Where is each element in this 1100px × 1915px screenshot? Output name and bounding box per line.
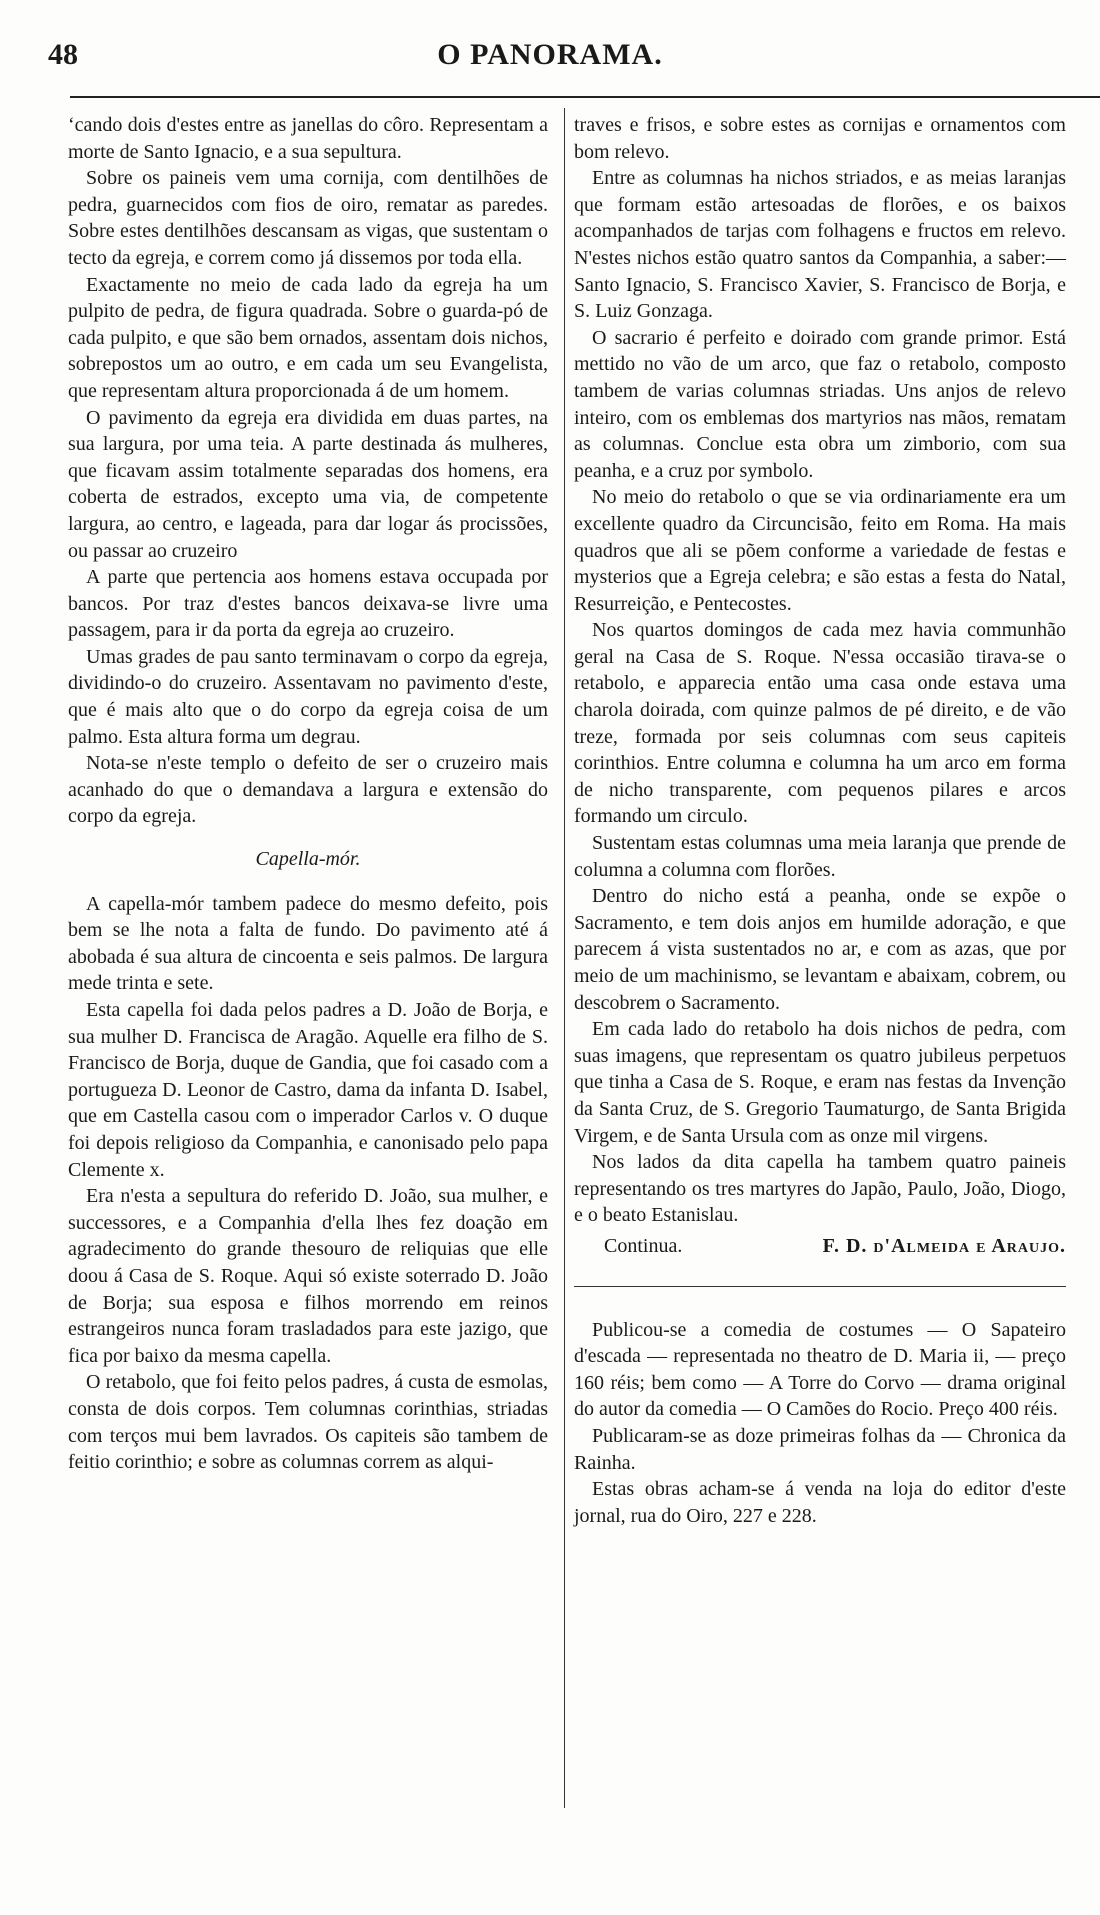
paragraph: Entre as columnas ha nichos striados, e as meias laranjas que formam estão artesoadas de florões, e os baixos acompanhados de tarjas com folhagens e fructos em relevo. N'estes nichos estão quatro santos da Companhia, a saber:—Santo Ignacio, S. Francisco Xavier, S. Francisco de Borja, e S. Luiz Gonzaga. bbox=[574, 167, 1066, 323]
notice-separator bbox=[574, 1286, 1066, 1287]
left-column bbox=[68, 112, 548, 1476]
paragraph: Sobre os paineis vem uma cornija, com dentilhões de pedra, guarnecidos com fios de oiro, rematar as paredes. Sobre estes dentilhões descansam as vigas, que sustentam o tecto da egreja, e correm como já dissemos por toda ella. bbox=[68, 167, 548, 269]
notice-paragraph: Estas obras acham-se á venda na loja do editor d'este jornal, rua do Oiro, 227 e 228. bbox=[574, 1478, 1066, 1527]
continua-label: Continua. bbox=[604, 1234, 683, 1257]
header-rule bbox=[70, 96, 1100, 98]
paragraph: O pavimento da egreja era dividida em duas partes, na sua largura, por uma teia. A parte destinada ás mulheres, que ficavam assim totalmente separadas dos homens, era coberta de estrados, excepto uma via, de competente largura, ao centro, e lageada, para dar logar ás procissões, ou passar ao cruzeiro bbox=[68, 406, 548, 562]
paragraph: Era n'esta a sepultura do referido D. João, sua mulher, e successores, e a Companhia d'ella lhes fez doação em agradecimento do grande thesouro de reliquias que elle doou á Casa de S. Roque. Aqui só existe soterrado D. João de Borja; sua esposa e filhos morrendo em reinos estrangeiros nunca foram trasladados para este jazigo, que fica por baixo da mesma capella. bbox=[68, 1185, 548, 1367]
paragraph: traves e frisos, e sobre estes as cornijas e ornamentos com bom relevo. bbox=[574, 114, 1066, 163]
notice-paragraph: Publicaram-se as doze primeiras folhas da — Chronica da Rainha. bbox=[574, 1424, 1066, 1474]
section-heading: Capella-mór. bbox=[255, 848, 361, 871]
page-title: O PANORAMA. bbox=[437, 38, 663, 71]
paragraph: Dentro do nicho está a peanha, onde se expõe o Sacramento, e tem dois anjos em humilde adoração, e que parecem á vista sustentados no ar, e com as azas, que por meio de um machinismo, se levantam e abaixam, cobrem, ou descobrem o Sacramento. bbox=[574, 885, 1066, 1014]
paragraph: No meio do retabolo o que se via ordinariamente era um excellente quadro da Circuncisão, feito em Roma. Ha mais quadros que ali se põem conforme a variedade de festas e mysterios que a Egreja celebra; e são estas a festa do Natal, Resurreição, e Pentecostes. bbox=[574, 486, 1066, 615]
column-divider bbox=[564, 108, 565, 1808]
paragraph: O sacrario é perfeito e doirado com grande primor. Está mettido no vão de um arco, que faz o retabolo, composto tambem de varias columnas striadas. Uns anjos de relevo inteiro, com os emblemas dos martyrios nas mãos, rematam as columnas. Conclue esta obra um zimborio, com sua peanha, e a cruz por symbolo. bbox=[574, 326, 1066, 482]
paragraph: Nota-se n'este templo o defeito de ser o cruzeiro mais acanhado do que o demandava a largura e extensão do corpo da egreja. bbox=[68, 752, 548, 828]
paragraph: Umas grades de pau santo terminavam o corpo da egreja, dividindo-o do cruzeiro. Assentavam no pavimento d'este, que é mais alto que o do corpo da egreja coisa de um palmo. Esta altura forma um degrau. bbox=[68, 645, 548, 748]
author-name: F. D. d'Almeida e Araujo. bbox=[822, 1234, 1066, 1257]
paragraph: Nos quartos domingos de cada mez havia communhão geral na Casa de S. Roque. N'essa occasião tirava-se o retabolo, e apparecia então uma casa onde estava uma charola doirada, com quinze palmos de pé direito, e de vão treze, formada por seis columnas com seus capiteis corinthios. Entre columna e columna ha um arco em forma de nicho transparente, com pequenos pilares e arcos formando um circulo. bbox=[574, 619, 1066, 828]
paragraph: Sustentam estas columnas uma meia laranja que prende de columna a columna com florões. bbox=[574, 832, 1066, 881]
page-number: 48 bbox=[48, 38, 78, 71]
right-column bbox=[574, 112, 1066, 1529]
paragraph: ʻcando dois d'estes entre as janellas do côro. Representam a morte de Santo Ignacio, e a sua sepultura. bbox=[68, 114, 548, 163]
paragraph: A parte que pertencia aos homens estava occupada por bancos. Por traz d'estes bancos deixava-se livre uma passagem, para ir da porta da egreja ao cruzeiro. bbox=[68, 566, 548, 642]
notice-paragraph: Publicou-se a comedia de costumes — O Sapateiro d'escada — representada no theatro de D. Maria ii, — preço 160 réis; bem como — A Torre do Corvo — drama original do autor da comedia — O Camões do Rocio. Preço 400 réis. bbox=[574, 1318, 1066, 1421]
paragraph: Esta capella foi dada pelos padres a D. João de Borja, e sua mulher D. Francisca de Aragão. Aquelle era filho de S. Francisco de Borja, duque de Gandia, que foi casado com a portugueza D. Leonor de Castro, dama da infanta D. Isabel, que em Castella casou com o imperador Carlos v. O duque foi depois religioso da Companhia, e canonisado pelo papa Clemente x. bbox=[68, 999, 548, 1181]
paragraph: Em cada lado do retabolo ha dois nichos de pedra, com suas imagens, que representam os quatro jubileus perpetuos que tinha a Casa de S. Roque, e eram nas festas da Invenção da Santa Cruz, de S. Gregorio Taumaturgo, de Santa Brigida Virgem, e de Santa Ursula com as onze mil virgens. bbox=[574, 1018, 1066, 1147]
paragraph: Exactamente no meio de cada lado da egreja ha um pulpito de pedra, de figura quadrada. Sobre o guarda-pó de cada pulpito, e que são bem ornados, assentam dois nichos, sobrepostos um ao outro, e em cada um seu Evangelista, que representam altura proporcionada á de um homem. bbox=[68, 273, 548, 402]
paragraph: Nos lados da dita capella ha tambem quatro paineis representando os tres martyres do Japão, Paulo, João, Diogo, e o beato Estanislau. bbox=[574, 1151, 1066, 1227]
paragraph: A capella-mór tambem padece do mesmo defeito, pois bem se lhe nota a falta de fundo. Do pavimento até á abobada é sua altura de cincoenta e seis palmos. De largura mede trinta e sete. bbox=[68, 892, 548, 995]
article-signature bbox=[574, 1233, 1066, 1260]
paragraph: O retabolo, que foi feito pelos padres, á custa de esmolas, consta de dois corpos. Tem columnas corinthias, striadas com terços mui bem lavrados. Os capiteis são tambem de feitio corinthio; e sobre as columnas correm as alqui- bbox=[68, 1371, 548, 1474]
